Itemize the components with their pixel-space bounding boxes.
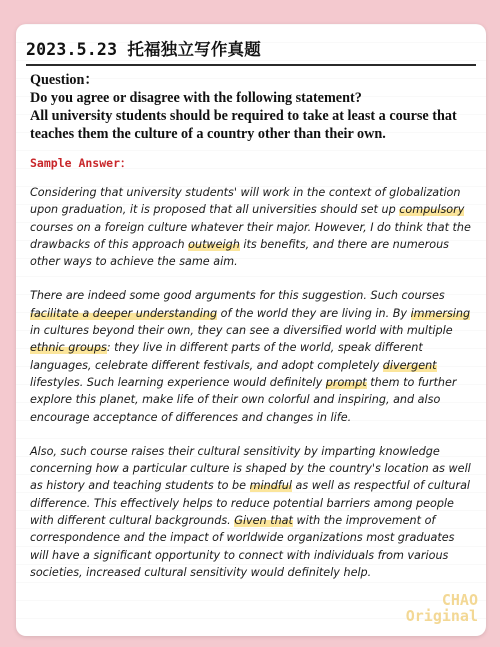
paragraph-text: Considering that university students' will work in the context of globalization upon graduation, it is proposed that all universities should set up	[30, 186, 461, 217]
title-bar	[26, 36, 476, 66]
document-card	[16, 24, 486, 636]
highlighted-term: Given that	[234, 514, 293, 528]
paragraph-text: in cultures beyond their own, they can see a diversified world with multiple	[30, 324, 453, 338]
question-label: Question：	[30, 72, 99, 88]
highlighted-term: prompt	[325, 375, 367, 389]
answer-paragraph	[30, 287, 472, 425]
highlighted-term: compulsory	[399, 203, 465, 217]
paragraph-text: of the world they are living in. By	[217, 306, 411, 320]
paragraph-text: Also, such course raises their cultural sensitivity by imparting knowledge concerning how a particular culture is shaped by the country's location as well as history and teaching students to be	[30, 444, 471, 493]
highlighted-term: facilitate a deeper understanding	[30, 306, 218, 320]
binder-tab-decoration	[492, 90, 500, 130]
page-title: 2023.5.23 托福独立写作真题	[26, 40, 261, 59]
paragraph-text: them to further explore this planet, make life of their own colorful and inspiring, and also encourage acceptance of differences and changes in life.	[30, 375, 457, 424]
answer-paragraph	[30, 443, 472, 581]
watermark-line1: CHAO	[441, 591, 478, 609]
paragraph-text: its benefits, and there are numerous other ways to achieve the same aim.	[30, 237, 449, 269]
answer-body	[30, 184, 472, 598]
highlighted-term: immersing	[410, 306, 471, 320]
highlighted-term: outweigh	[188, 237, 240, 251]
question-block	[30, 71, 474, 143]
question-statement: All university students should be required to take at least a course that teaches them the culture of a country other than their own.	[30, 108, 457, 142]
highlighted-term: mindful	[249, 479, 292, 493]
paragraph-text: as well as respectful of cultural difference. This effectively helps to reduce potential barriers among people with different cultural backgrounds.	[30, 479, 471, 528]
paragraph-text: with the improvement of correspondence and the impact of worldwide organizations most graduates will have a significant opportunity to connect with individuals from various societies, increased cultural sensitivity would definitely help.	[30, 514, 455, 579]
highlighted-term: divergent	[382, 358, 437, 372]
question-prompt: Do you agree or disagree with the following statement?	[30, 90, 362, 106]
paragraph-text: courses on a foreign culture whatever their major. However, I do think that the drawbacks of this approach	[30, 220, 471, 251]
highlighted-term: ethnic groups	[30, 341, 107, 355]
paragraph-text: : they live in different parts of the world, speak different languages, celebrate different festivals, and adopt completely	[30, 341, 423, 372]
paragraph-text: There are indeed some good arguments for this suggestion. Such courses	[30, 289, 445, 303]
sample-answer-label: Sample Answer：	[30, 156, 132, 170]
paragraph-text: lifestyles. Such learning experience would definitely	[30, 375, 326, 389]
answer-paragraph	[30, 184, 472, 270]
watermark-line2: Original	[405, 607, 478, 625]
watermark-logo	[406, 592, 478, 624]
